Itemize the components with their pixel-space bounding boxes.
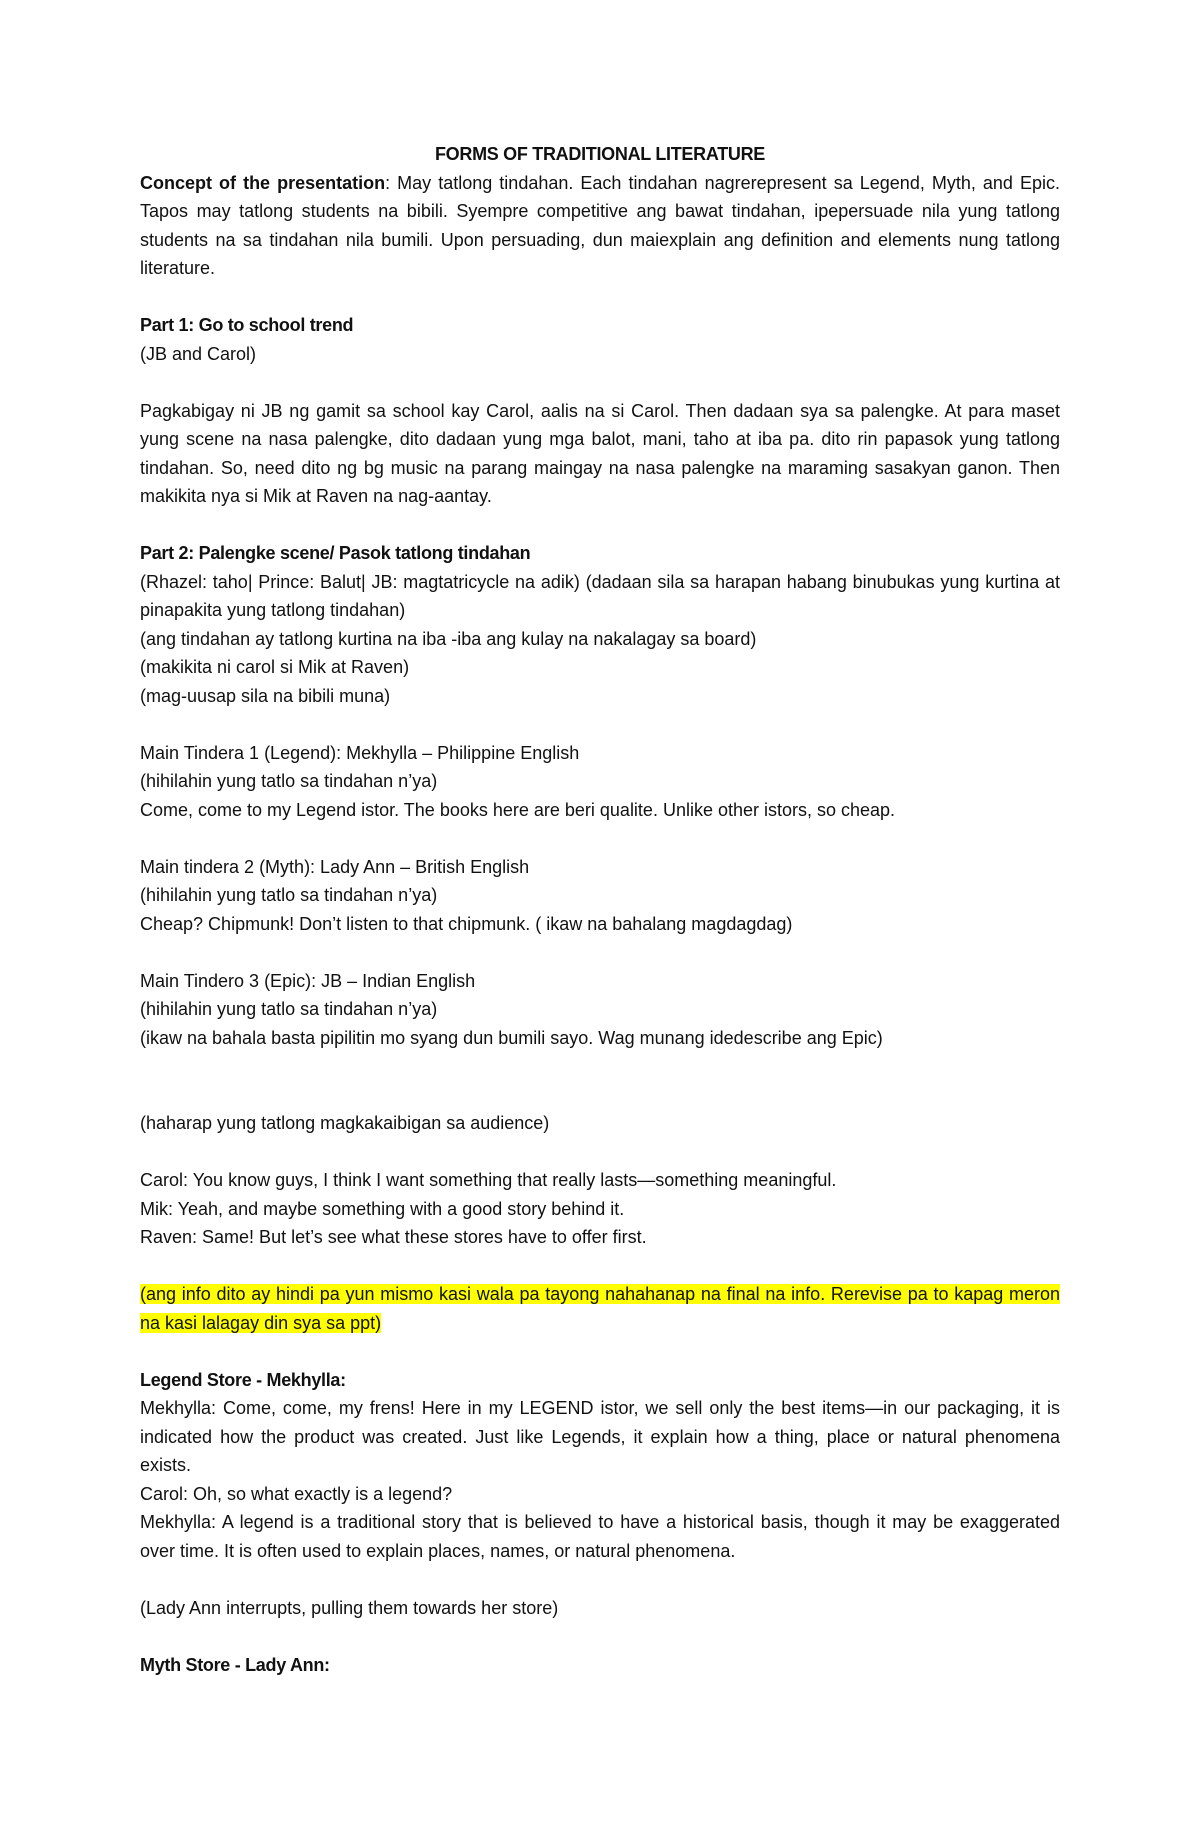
- dialogue-line: Mik: Yeah, and maybe something with a good story behind it.: [140, 1198, 625, 1219]
- concept-text: : May tatlong tindahan. Each tindahan nagrerepresent sa Legend, Myth, and Epic. Tapos may tatlong students na bibili. Syempre competitive ang bawat tindahan, ipepersuade nila yung tatlong students na sa tindahan nila bumili. Upon persuading, dun maiexplain ang definition and elements nung tatlong literature.: [140, 172, 1060, 278]
- dialogue-line: Carol: You know guys, I think I want something that really lasts—something meaningful.: [140, 1170, 837, 1190]
- part1-paragraph: Pagkabigay ni JB ng gamit sa school kay Carol, aalis na si Carol. Then dadaan sya sa palengke. At para maset yung scene na nasa palengke, dito dadaan yung mga balot, mani, taho at iba pa. dito rin papasok yung tatlong tindahan. So, need dito ng bg music na parang maingay na nasa palengke na maraming sasakyan ganon. Then makikita nya si Mik at Raven na nag-aantay.: [140, 400, 1060, 506]
- vendor-direction: (hihilahin yung tatlo sa tindahan n’ya): [140, 999, 438, 1019]
- spacer: [140, 938, 1060, 967]
- spacer: [140, 1622, 1060, 1651]
- part2-direction: (ang tindahan ay tatlong kurtina na iba -iba ang kulay na nakalagay sa board): [140, 628, 757, 649]
- part2-direction: (makikita ni carol si Mik at Raven): [140, 657, 410, 677]
- dialogue-line: Raven: Same! But let’s see what these stores have to offer first.: [140, 1227, 647, 1247]
- vendor-direction: (hihilahin yung tatlo sa tindahan n’ya): [140, 771, 438, 791]
- vendor-role: Main Tindera 1 (Legend): Mekhylla – Philippine English: [140, 742, 580, 763]
- spacer: [140, 710, 1060, 739]
- part2-heading: Part 2: Palengke scene/ Pasok tatlong tindahan: [140, 543, 531, 563]
- vendor-role: Main tindera 2 (Myth): Lady Ann – British English: [140, 856, 530, 877]
- legend-store-direction: (Lady Ann interrupts, pulling them towards her store): [140, 1597, 559, 1618]
- highlight-note-paragraph: [140, 1280, 1060, 1337]
- concept-paragraph: [140, 169, 1060, 283]
- vendor-line: Cheap? Chipmunk! Don’t listen to that chipmunk. ( ikaw na bahalang magdagdag): [140, 913, 793, 934]
- part1-cast: (JB and Carol): [140, 343, 257, 364]
- spacer: [140, 511, 1060, 540]
- spacer: [140, 1252, 1060, 1281]
- vendor-line: Come, come to my Legend istor. The books here are beri qualite. Unlike other istors, so cheap.: [140, 799, 896, 820]
- document-page: [140, 140, 1060, 1679]
- spacer: [140, 1052, 1060, 1109]
- part2-direction: (mag-uusap sila na bibili muna): [140, 685, 391, 706]
- legend-store-heading: Legend Store - Mekhylla:: [140, 1369, 346, 1390]
- spacer: [140, 283, 1060, 312]
- spacer: [140, 1138, 1060, 1167]
- vendor-direction: (hihilahin yung tatlo sa tindahan n’ya): [140, 885, 438, 905]
- document-title: FORMS OF TRADITIONAL LITERATURE: [434, 144, 765, 164]
- dialogue-line: Mekhylla: A legend is a traditional story that is believed to have a historical basis, though it may be exaggerated over time. It is often used to explain places, names, or natural phenomena.: [140, 1512, 1060, 1561]
- part1-heading: Part 1: Go to school trend: [140, 315, 354, 335]
- spacer: [140, 368, 1060, 397]
- dialogue-line: Mekhylla: Come, come, my frens! Here in my LEGEND istor, we sell only the best items—in our packaging, it is indicated how the product was created. Just like Legends, it explain how a thing, place or natural phenomena exists.: [140, 1398, 1060, 1475]
- dialogue-line: Carol: Oh, so what exactly is a legend?: [140, 1483, 453, 1504]
- vendor-line: (ikaw na bahala basta pipilitin mo syang dun bumili sayo. Wag munang idedescribe ang Epic): [140, 1027, 883, 1048]
- part2-direction: (Rhazel: taho| Prince: Balut| JB: magtatricycle na adik) (dadaan sila sa harapan habang binubukas yung kurtina at pinapakita yung tatlong tindahan): [140, 571, 1060, 620]
- concept-label: Concept of the presentation: [140, 172, 386, 193]
- spacer: [140, 1337, 1060, 1366]
- spacer: [140, 1565, 1060, 1594]
- vendor-role: Main Tindero 3 (Epic): JB – Indian English: [140, 970, 476, 991]
- audience-direction: (haharap yung tatlong magkakaibigan sa audience): [140, 1113, 550, 1133]
- spacer: [140, 824, 1060, 853]
- myth-store-heading: Myth Store - Lady Ann:: [140, 1654, 330, 1675]
- highlighted-note: (ang info dito ay hindi pa yun mismo kasi wala pa tayong nahahanap na final na info. Rerevise pa to kapag meron na kasi lalagay din sya sa ppt): [140, 1284, 1060, 1333]
